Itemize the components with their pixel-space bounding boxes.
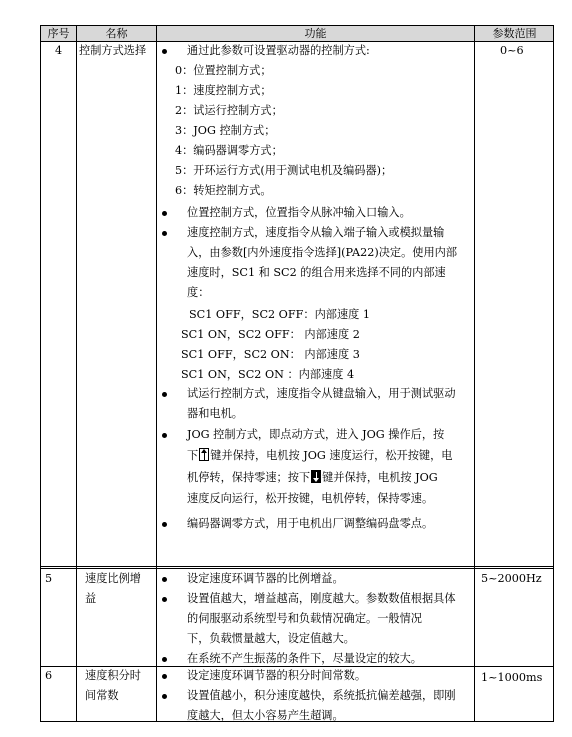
mode-item: 4：编码器调零方式； xyxy=(175,144,283,157)
gain-text: 下，负载惯量越大，设定值越大。 xyxy=(187,632,355,645)
bullet xyxy=(162,694,167,699)
encoder-mode-text: 编码器调零方式，用于电机出厂调整编码盘零点。 xyxy=(187,517,434,530)
header-function: 功能 xyxy=(304,27,327,40)
row-name: 速度比例增 xyxy=(85,572,141,585)
gain-text: 设定速度环调节器的比例增益。 xyxy=(187,572,344,585)
col-divider xyxy=(76,26,77,721)
parameter-table xyxy=(40,25,554,722)
integral-text: 设置值越小，积分速度越快，系统抵抗偏差越强，即刚 xyxy=(187,689,456,702)
mode-item: 0：位置控制方式； xyxy=(175,64,272,77)
gain-text: 的伺服驱动系统型号和负载情况确定。一般情况 xyxy=(187,612,422,625)
row-name: 控制方式选择 xyxy=(79,44,147,57)
bullet xyxy=(162,211,167,216)
bullet xyxy=(162,577,167,582)
row-divider xyxy=(41,566,553,567)
row-range: 0~6 xyxy=(500,44,524,57)
row-no: 5 xyxy=(45,572,53,585)
integral-text: 设定速度环调节器的积分时间常数。 xyxy=(187,669,367,682)
row-no: 4 xyxy=(55,44,63,57)
jog-text: 机停转，保持零速；按下 xyxy=(187,471,311,484)
bullet xyxy=(162,522,167,527)
header-range: 参数范围 xyxy=(492,27,537,40)
mode-item: 1：速度控制方式； xyxy=(175,84,272,97)
trial-mode-text: 试运行控制方式，速度指令从键盘输入，用于测试驱动 xyxy=(187,387,456,400)
header-no: 序号 xyxy=(47,27,70,40)
bullet xyxy=(162,597,167,602)
jog-text: 下 xyxy=(187,449,199,462)
row-range: 1~1000ms xyxy=(481,671,543,684)
jog-mode-text: 速度反向运行，松开按键，电机停转，保持零速。 xyxy=(187,492,434,505)
col-divider xyxy=(474,26,475,721)
col-divider xyxy=(156,26,157,721)
row-divider xyxy=(41,568,553,569)
sc-line: SC1 OFF，SC2 OFF：内部速度 1 xyxy=(189,308,370,321)
row-range: 5~2000Hz xyxy=(481,572,542,585)
intro-text: 通过此参数可设置驱动器的控制方式: xyxy=(187,44,370,57)
header-name: 名称 xyxy=(105,27,128,40)
position-mode-text: 位置控制方式，位置指令从脉冲输入口输入。 xyxy=(187,206,411,219)
row-no: 6 xyxy=(45,669,53,682)
sc-line: SC1 ON，SC2 ON ：内部速度 4 xyxy=(181,368,355,381)
sc-line: SC1 OFF，SC2 ON： 内部速度 3 xyxy=(181,348,360,361)
bullet xyxy=(162,433,167,438)
down-arrow-key-icon xyxy=(311,470,321,483)
jog-mode-line xyxy=(187,470,438,485)
speed-mode-text: 入，由参数[内外速度指令选择](PA22)决定。使用内部 xyxy=(187,246,458,259)
jog-mode-line xyxy=(187,448,452,463)
bullet xyxy=(162,231,167,236)
mode-item: 5：开环运行方式(用于测试电机及编码器)； xyxy=(175,164,393,177)
speed-mode-text: 速度时，SC1 和 SC2 的组合用来选择不同的内部速 xyxy=(187,266,446,279)
sc-line: SC1 ON，SC2 OFF： 内部速度 2 xyxy=(181,328,360,341)
bullet xyxy=(162,392,167,397)
gain-text: 在系统不产生振荡的条件下，尽量设定的较大。 xyxy=(187,652,422,665)
bullet xyxy=(162,674,167,679)
integral-text: 度越大，但太小容易产生超调。 xyxy=(187,709,344,722)
row-name: 速度积分时 xyxy=(85,669,141,682)
trial-mode-text: 器和电机。 xyxy=(187,407,243,420)
row-name: 间常数 xyxy=(85,689,119,702)
jog-mode-text: JOG 控制方式，即点动方式，进入 JOG 操作后，按 xyxy=(187,428,445,441)
jog-text: 键并保持，电机按 JOG xyxy=(322,471,438,484)
mode-item: 2：试运行控制方式； xyxy=(175,104,283,117)
row-name: 益 xyxy=(85,592,97,605)
speed-mode-text: 度： xyxy=(187,286,210,299)
mode-item: 3：JOG 控制方式； xyxy=(175,124,276,137)
mode-item: 6：转矩控制方式。 xyxy=(175,184,272,197)
row-divider xyxy=(41,666,553,667)
speed-mode-text: 速度控制方式，速度指令从输入端子输入或模拟量输 xyxy=(187,226,445,239)
bullet xyxy=(162,657,167,662)
gain-text: 设置值越大，增益越高，刚度越大。参数数值根据具体 xyxy=(187,592,456,605)
jog-text: 键并保持，电机按 JOG 速度运行，松开按键，电 xyxy=(210,449,453,462)
bullet xyxy=(162,49,167,54)
up-arrow-key-icon xyxy=(199,448,209,461)
